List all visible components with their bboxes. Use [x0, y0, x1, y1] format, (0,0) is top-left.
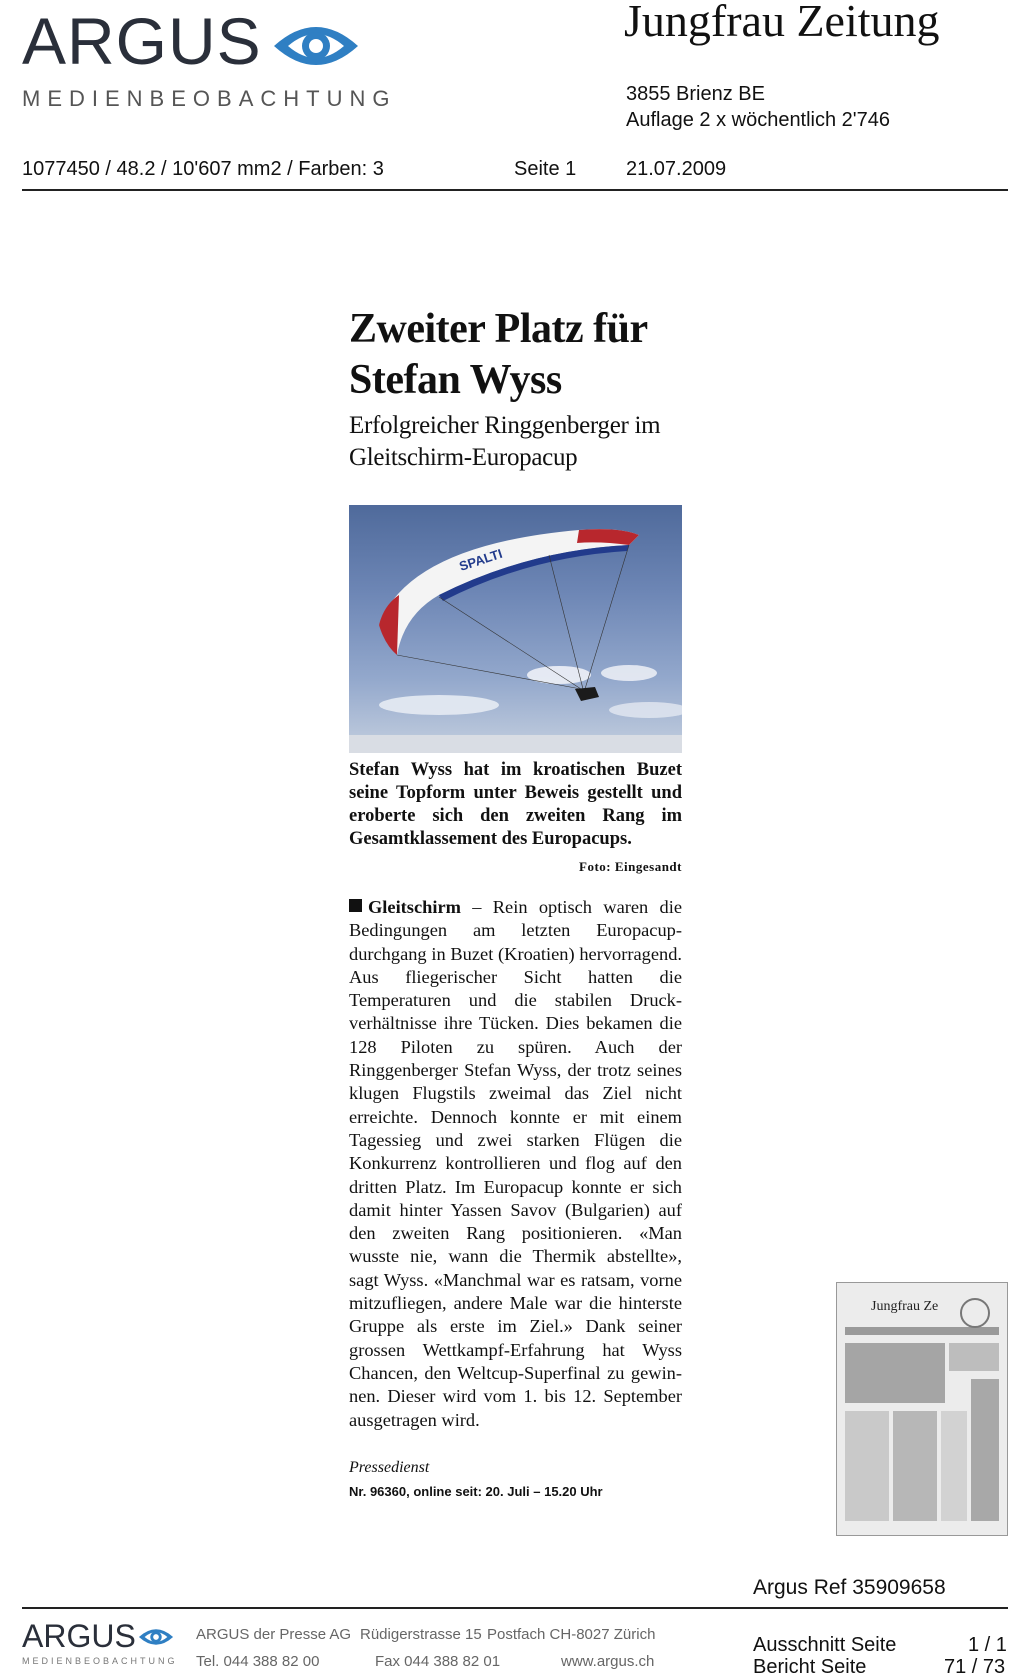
- ausschnitt-value: 1 / 1: [968, 1634, 1007, 1656]
- footer-company: ARGUS der Presse AG: [196, 1626, 352, 1643]
- photo-credit: Foto: Eingesandt: [579, 859, 682, 874]
- article-lead: Gleitschirm: [368, 897, 461, 917]
- footer-logo-text: ARGUS: [22, 1618, 136, 1654]
- page-thumbnail-icon: [837, 1283, 1007, 1535]
- thumbnail-title: Jungfrau Ze: [871, 1299, 939, 1314]
- argus-reference: Argus Ref 35909658: [753, 1576, 946, 1599]
- footer-street: Rüdigerstrasse 15: [360, 1626, 482, 1643]
- ausschnitt-label: Ausschnitt Seite: [753, 1634, 897, 1656]
- article-body-text: – Rein optisch waren die Bedingungen am letzten Europacupdurchgang in Buzet (Kroatien) hervorragend. Aus fliegerischer Sicht hatten die Temperaturen und die stabilen Druckverhältnisse ihre Tücken. Dies bekamen die 128 Piloten zu spüren. Auch der Ringgenberger Stefan Wyss, der trotz seines klugen Flugstils zweimal das Ziel nicht erreichte. Dennoch konnte er mit einem Tagessieg und zwei starken Flügen die Konkurrenz kontrollieren und flog auf den dritten Platz. Im Europacup konnte er sich damit hinter Yassen Savov (Bulgarien) auf den zweiten Rang positionieren. «Man wusste nie, wann die Thermik abstellte», sagt Wyss. «Manchmal war es ratsam, vorne mitzufliegen, andere Male war die hinterste Gruppe als erste im Ziel.» Dank seiner grossen Wettkampf-Erfahrung hat Wyss Chancen, den Weltcup-Superfinal zu gewinnen. Dieser wird vom 1. bis 12. September ausgetragen wird.: [349, 897, 682, 1430]
- wing-brand-text: SPALTI: [457, 545, 505, 574]
- article-subtitle-line: Gleitschirm-Europacup: [349, 444, 578, 471]
- publication-location: 3855 Brienz BE: [626, 83, 765, 105]
- publication-title: Jungfrau Zeitung: [624, 0, 940, 46]
- header-divider: [22, 189, 1008, 191]
- clipping-reference: 1077450 / 48.2 / 10'607 mm2 / Farben: 3: [22, 158, 384, 180]
- page-thumbnail: [836, 1282, 1008, 1536]
- caption-text: Stefan Wyss hat im kroatischen Buzet seine Topform unter Beweis gestellt und eroberte sich den zweiten Rang im Gesamtklassement des Europacups.: [349, 760, 682, 849]
- article-title: [349, 304, 709, 406]
- article-title-line: Zweiter Platz für: [349, 306, 648, 352]
- photo-caption: [349, 759, 682, 878]
- article-body: [349, 896, 682, 1432]
- paraglider-icon: [349, 505, 682, 753]
- online-note: Nr. 96360, online seit: 20. Juli – 15.20 Uhr: [349, 1484, 603, 1499]
- bericht-value: 71 / 73: [944, 1656, 1006, 1678]
- footer-fax: Fax 044 388 82 01: [375, 1653, 501, 1670]
- bericht-label: Bericht Seite: [753, 1656, 867, 1678]
- footer-divider: [22, 1607, 1008, 1609]
- bullet-square-icon: [349, 899, 362, 912]
- argus-logo-text: ARGUS: [22, 4, 262, 78]
- footer-logo-subtext: MEDIENBEOBACHTUNG: [22, 1656, 178, 1666]
- footer-phone: Tel. 044 388 82 00: [196, 1653, 320, 1670]
- clipping-page: Seite 1: [514, 158, 577, 180]
- paraglider-photo: [349, 505, 682, 753]
- article-subtitle-line: Erfolgreicher Ringgenberger im: [349, 412, 661, 439]
- article-author: Pressedienst: [349, 1459, 430, 1476]
- article-title-line: Stefan Wyss: [349, 357, 562, 403]
- argus-eye-icon: [272, 14, 360, 78]
- footer-postal: Postfach CH-8027 Zürich: [487, 1626, 656, 1643]
- article-subtitle: [349, 410, 709, 474]
- footer-eye-icon: [138, 1624, 174, 1650]
- publication-circulation: Auflage 2 x wöchentlich 2'746: [626, 109, 890, 131]
- argus-logo-subtext: MEDIENBEOBACHTUNG: [22, 86, 397, 111]
- footer-website: www.argus.ch: [561, 1653, 655, 1670]
- clipping-date: 21.07.2009: [626, 158, 727, 180]
